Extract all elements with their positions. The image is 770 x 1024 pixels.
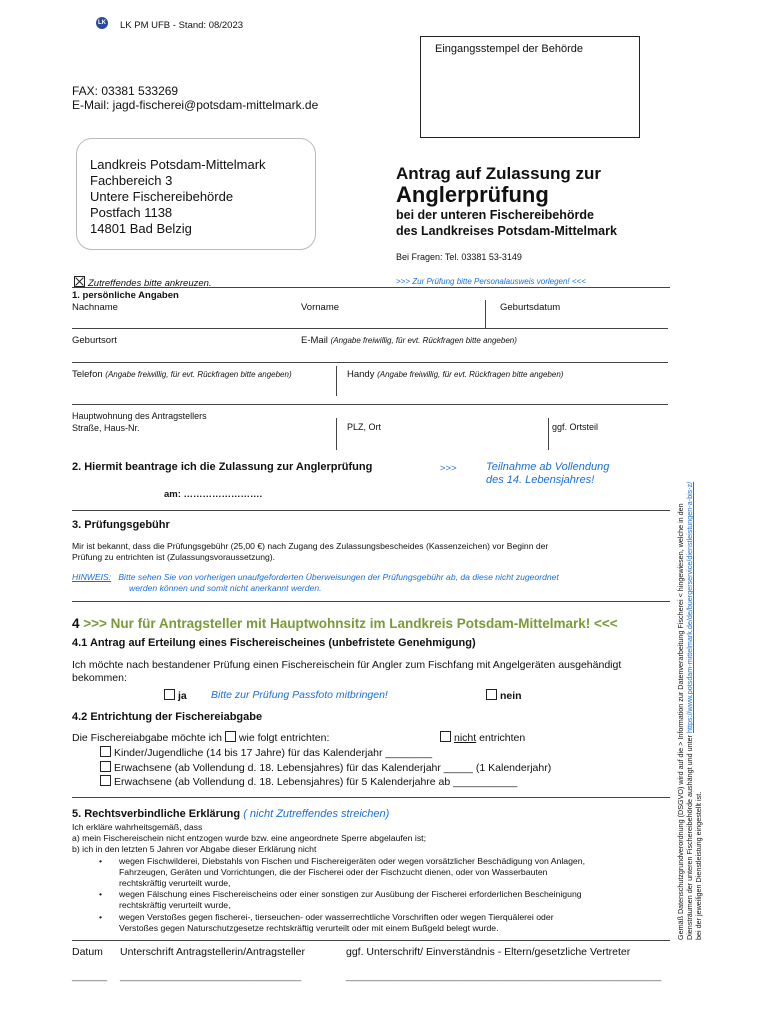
fee-text-line: Mir ist bekannt, dass die Prüfungsgebühr (25,00 €) nach Zugang des Zulassungsbescheides (Kassenzeichen) vor Beginn der	[72, 541, 549, 551]
declaration-line: wegen Fischwilderei, Diebstahls von Fischen und Fischereigeräten oder wegen vorsätzlicher Beschädigung von Anlagen,	[119, 855, 586, 866]
declaration-line: rechtskräftig verurteilt wurde,	[119, 900, 231, 911]
checkbox-wie-folgt[interactable]	[225, 731, 236, 742]
section5-title	[72, 808, 389, 820]
guardian-signature-label: ggf. Unterschrift/ Einverständnis - Eltern/gesetzliche Vertreter	[346, 946, 631, 958]
handy-label-text: Handy	[347, 369, 375, 380]
id-note: >>> Zur Prüfung bitte Personalausweis vorlegen! <<<	[396, 277, 586, 286]
declaration-line: a) mein Fischereischein nicht entzogen wurde bzw. eine angeordnete Sperre abgelaufen ist;	[72, 833, 426, 844]
checkbox-erwachsene-1[interactable]	[100, 761, 111, 772]
section3-title: 3. Prüfungsgebühr	[72, 519, 170, 531]
sidenote-line: Diensträumen der unteren Fischereibehörde aushängt und unter	[685, 735, 694, 940]
section4-title	[72, 616, 618, 631]
guardian-signature-line[interactable]: ______________________________________________________	[346, 970, 662, 982]
s41-title: 4.1 Antrag auf Erteilung eines Fischereischeines (unbefristete Genehmigung)	[72, 637, 476, 649]
hinweis-line: werden können und somit nicht anerkannt werden.	[129, 583, 322, 593]
exam-date-field[interactable]: am: …………………….	[164, 489, 263, 500]
s41-text-line: Ich möchte nach bestandener Prüfung einen Fischereischein für Angler zum Fischfang mit Angelgeräten ausgehändigt	[72, 659, 622, 671]
option-ja[interactable]	[164, 689, 187, 702]
geburtsort-label: Geburtsort	[72, 335, 117, 346]
age-note	[486, 461, 609, 487]
address-line: Untere Fischereibehörde	[90, 189, 234, 204]
divider	[72, 940, 670, 941]
district-logo: LK	[96, 17, 108, 29]
handy-note: (Angabe freiwillig, für evt. Rückfragen bitte angeben)	[377, 370, 564, 379]
passfoto-note: Bitte zur Prüfung Passfoto mitbringen!	[211, 689, 388, 701]
telefon-label-text: Telefon	[72, 369, 103, 380]
mark-instruction-text: Zutreffendes bitte ankreuzen.	[88, 278, 212, 289]
section2-title: 2. Hiermit beantrage ich die Zulassung zur Anglerprüfung	[72, 461, 373, 473]
privacy-link[interactable]: https://www.potsdam-mittelmark.de/de/buergerservice/dienstleistungen-a-bis-z/	[685, 481, 694, 734]
birthplace-input-line[interactable]	[72, 362, 668, 363]
arrow-note: >>>	[440, 463, 457, 474]
bullet-icon: •	[99, 889, 103, 900]
datum-line[interactable]: ______	[72, 970, 108, 982]
vorname-label: Vorname	[301, 302, 340, 313]
handy-label	[347, 369, 563, 380]
checkbox-nein[interactable]	[486, 689, 497, 700]
hinweis-line: Bitte sehen Sie von vorherigen unaufgeforderten Überweisungen der Prüfungsgebühr ab, da diese nicht zugeordnet	[118, 572, 559, 582]
s41-text-line: bekommen:	[72, 672, 127, 684]
declaration-line: Fahrzeugen, Geräten und Vorrichtungen, die der Fischerei oder der Fischzucht dienen, oder von Wasserbauten	[119, 866, 548, 877]
form-version: LK PM UFB - Stand: 08/2023	[120, 20, 244, 31]
phone-input-line[interactable]	[72, 404, 668, 405]
age-note-line: Teilnahme ab Vollendung	[486, 461, 610, 473]
checkbox-kinder[interactable]	[100, 746, 111, 757]
title-line3: bei der unteren Fischereibehörde	[396, 208, 594, 222]
email-label-text: E-Mail	[301, 335, 328, 346]
divider	[72, 510, 670, 511]
section5-note: ( nicht Zutreffendes streichen)	[243, 808, 390, 820]
geburtsdatum-label: Geburtsdatum	[500, 302, 561, 313]
checked-box-icon	[74, 276, 85, 287]
hinweis	[72, 572, 559, 594]
contact-phone: Bei Fragen: Tel. 03381 53-3149	[396, 252, 522, 262]
divider	[336, 366, 337, 396]
checkbox-erwachsene-5[interactable]	[100, 775, 111, 786]
divider	[336, 418, 337, 450]
fee-option-erwachsene-5[interactable]	[100, 775, 551, 790]
declaration-line: Verstoßes gegen Naturschutzgesetze rechtskräftig verurteilt oder mit einem Bußgeld belegt wurde.	[119, 922, 499, 933]
sidenote-line: Gemäß Datenschutzgrundverordnung (DSGVO) wird auf die > Information zur Datenverarbeitung Fischerei < hingewiesen, welche in den	[676, 503, 685, 940]
address-line: Fachbereich 3	[90, 173, 173, 188]
divider	[72, 601, 670, 602]
address-line: Postfach 1138	[90, 205, 173, 220]
entrichten-label: entrichten	[479, 732, 526, 744]
nachname-label: Nachname	[72, 302, 118, 313]
section4-number: 4	[72, 616, 80, 631]
applicant-signature-label: Unterschrift Antragstellerin/Antragsteller	[120, 946, 305, 958]
divider	[72, 797, 670, 798]
recipient-address	[90, 157, 266, 237]
s42-title: 4.2 Entrichtung der Fischereiabgabe	[72, 711, 263, 723]
stamp-label: Eingangsstempel der Behörde	[435, 43, 583, 55]
divider	[72, 287, 670, 288]
nicht-label: nicht	[454, 732, 477, 744]
ja-label: ja	[178, 690, 187, 702]
fee-option-erwachsene-1[interactable]	[100, 761, 551, 776]
email-label	[301, 335, 517, 346]
divider	[485, 300, 486, 328]
strasse-label: Straße, Haus-Nr.	[72, 423, 140, 433]
address-labels	[72, 410, 207, 434]
telefon-note: (Angabe freiwillig, für evt. Rückfragen bitte angeben)	[105, 370, 292, 379]
wie-folgt-label: wie folgt entrichten:	[238, 732, 330, 744]
name-input-line[interactable]	[72, 328, 668, 329]
declaration-text	[72, 822, 672, 934]
document-title: Anglerprüfung	[396, 182, 549, 207]
fee-option-label: Kinder/Jugendliche (14 bis 17 Jahre) für das Kalenderjahr ________	[114, 747, 433, 759]
telefon-label	[72, 369, 292, 380]
age-note-line: des 14. Lebensjahres!	[486, 474, 595, 486]
fee-option-label: Erwachsene (ab Vollendung d. 18. Lebensjahres) für 5 Kalenderjahre ab ___________	[114, 776, 518, 788]
fee-option-kinder[interactable]	[100, 746, 551, 761]
bullet-icon: •	[99, 911, 103, 922]
fee-text-line: Prüfung zu entrichten ist (Zulassungsvoraussetzung).	[72, 552, 276, 562]
address-line: Landkreis Potsdam-Mittelmark	[90, 157, 266, 172]
fax-number: FAX: 03381 533269	[72, 84, 179, 98]
privacy-sidenote	[676, 300, 726, 940]
ortsteil-label: ggf. Ortsteil	[552, 422, 599, 432]
title-subline	[396, 207, 617, 239]
declaration-line: wegen Verstoßes gegen fischerei-, tierseuchen- oder wasserrechtliche Vorschriften oder wegen Tierquälerei oder	[119, 911, 554, 922]
s42-intro-text: Die Fischereiabgabe möchte ich	[72, 732, 222, 744]
option-nicht[interactable]	[440, 731, 525, 744]
divider	[548, 418, 549, 450]
hauptwohnung-label: Hauptwohnung des Antragstellers	[72, 411, 207, 421]
datum-label: Datum	[72, 946, 103, 958]
title-line4: des Landkreises Potsdam-Mittelmark	[396, 224, 617, 238]
section1-title: 1. persönliche Angaben	[72, 290, 179, 301]
option-nein[interactable]	[486, 689, 522, 702]
section4-heading: >>> Nur für Antragsteller mit Hauptwohnsitz im Landkreis Potsdam-Mittelmark! <<<	[83, 616, 618, 631]
declaration-line: wegen Fälschung eines Fischereischeins oder einer sonstigen zur Ausübung der Fischerei erforderlichen Bescheinigung	[119, 889, 582, 900]
applicant-signature-line[interactable]: _______________________________	[120, 970, 302, 982]
address-line: 14801 Bad Belzig	[90, 221, 192, 236]
contact-block	[72, 84, 318, 112]
section5-heading: 5. Rechtsverbindliche Erklärung	[72, 808, 241, 820]
plz-label: PLZ, Ort	[347, 422, 382, 432]
fee-text	[72, 541, 548, 563]
declaration-line: rechtskräftig verurteilt wurde,	[119, 878, 231, 889]
declaration-line: Ich erkläre wahrheitsgemäß, dass	[72, 822, 203, 832]
s42-intro	[72, 731, 329, 744]
email-note: (Angabe freiwillig, für evt. Rückfragen bitte angeben)	[330, 336, 517, 345]
email-address: E-Mail: jagd-fischerei@potsdam-mittelmark.de	[72, 98, 319, 112]
declaration-line: b) ich in den letzten 5 Jahren vor Abgabe dieser Erklärung nicht	[72, 844, 317, 855]
bullet-icon: •	[99, 855, 103, 866]
fee-option-label: Erwachsene (ab Vollendung d. 18. Lebensjahres) für das Kalenderjahr _____ (1 Kalenderjahr)	[114, 761, 552, 774]
checkbox-nicht[interactable]	[440, 731, 451, 742]
checkbox-ja[interactable]	[164, 689, 175, 700]
nein-label: nein	[500, 690, 522, 702]
fee-options	[100, 746, 551, 790]
sidenote-line: bei der jeweiligen Dienstleistung eingestellt ist.	[694, 791, 703, 940]
title-line1: Antrag auf Zulassung zur	[396, 164, 601, 183]
s41-text	[72, 659, 621, 685]
receipt-stamp-box	[420, 36, 640, 138]
hinweis-label: HINWEIS:	[72, 572, 112, 582]
